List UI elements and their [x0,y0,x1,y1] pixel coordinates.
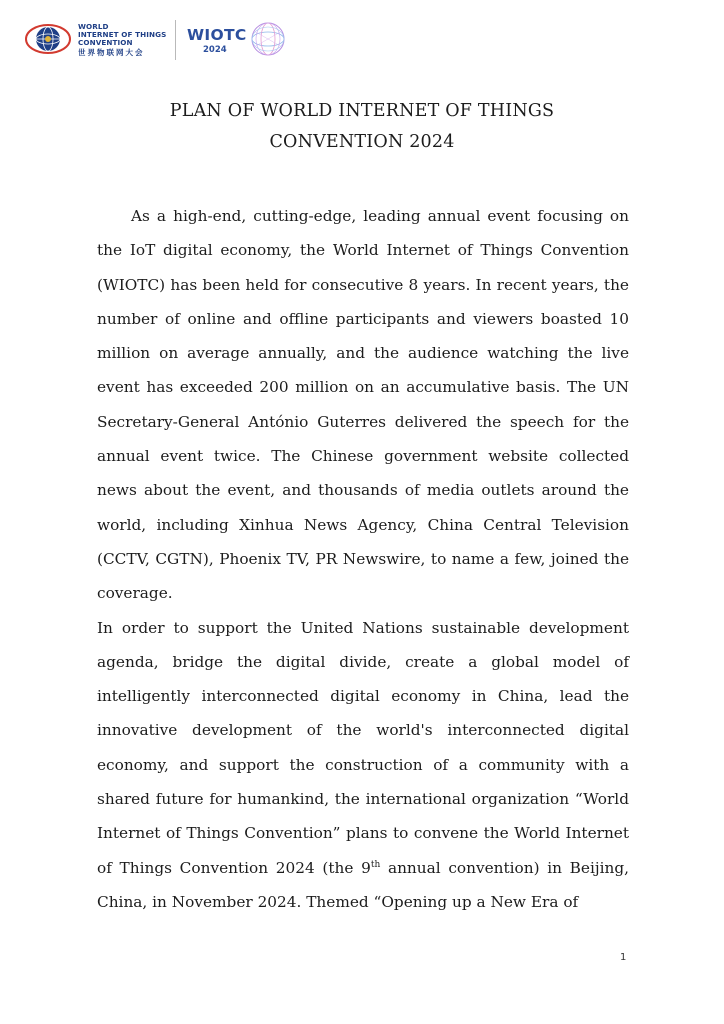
document-title [0,96,724,158]
logo-line-iot: INTERNET OF THINGS [78,30,167,40]
logo-line-world: WORLD [78,22,109,31]
header-divider [175,20,176,60]
paragraph-1: As a high-end, cutting-edge, leading annual event focusing on the IoT digital economy, the World Internet of Things Convention (WIOTC) has been held for consecutive 8 years. In recent years, the number of online and offline participants and viewers boasted 10 million on average annually, and the audience watching the live event has exceeded 200 million on an accumulative basis. The UN Secretary-General António Guterres delivered the speech for the annual event twice. The Chinese government website collected news about the event, and thousands of media outlets around the world, including Xinhua News Agency, China Central Television (CCTV, CGTN), Phoenix TV, PR Newswire, to name a few, joined the coverage. [97,207,629,603]
paragraph-2-text: In order to support the United Nations sustainable development agenda, bridge the digital divide, create a global model of intelligently interconnected digital economy in China, lead the innovative development of the world's interconnected digital economy, and support the construction of a community with a shared future for humankind, the international organization “World Internet of Things Convention” plans to convene the World Internet of Things Convention 2024 (the 9 [97,618,629,877]
title-line-2: CONVENTION 2024 [269,132,455,152]
page-number: 1 [620,952,627,963]
network-sphere-icon [250,21,286,57]
wiotc-globe-logo-icon [24,20,74,58]
header [22,16,302,64]
wiotc-name: WIOTC [187,26,247,44]
paragraph-2 [97,611,629,920]
document-body [97,199,629,919]
title-line-1: PLAN OF WORLD INTERNET OF THINGS [169,101,555,121]
convention-wordmark [78,23,188,57]
paragraph-2-continuation: annual convention) in Beijing, China, in November 2024. Themed “Opening up a New Era of [97,858,630,911]
logo-line-convention: CONVENTION [78,38,133,48]
ordinal-superscript: th [370,859,381,870]
wiotc-year: 2024 [203,45,227,55]
logo-chinese-name: 世界物联网大会 [78,47,145,57]
